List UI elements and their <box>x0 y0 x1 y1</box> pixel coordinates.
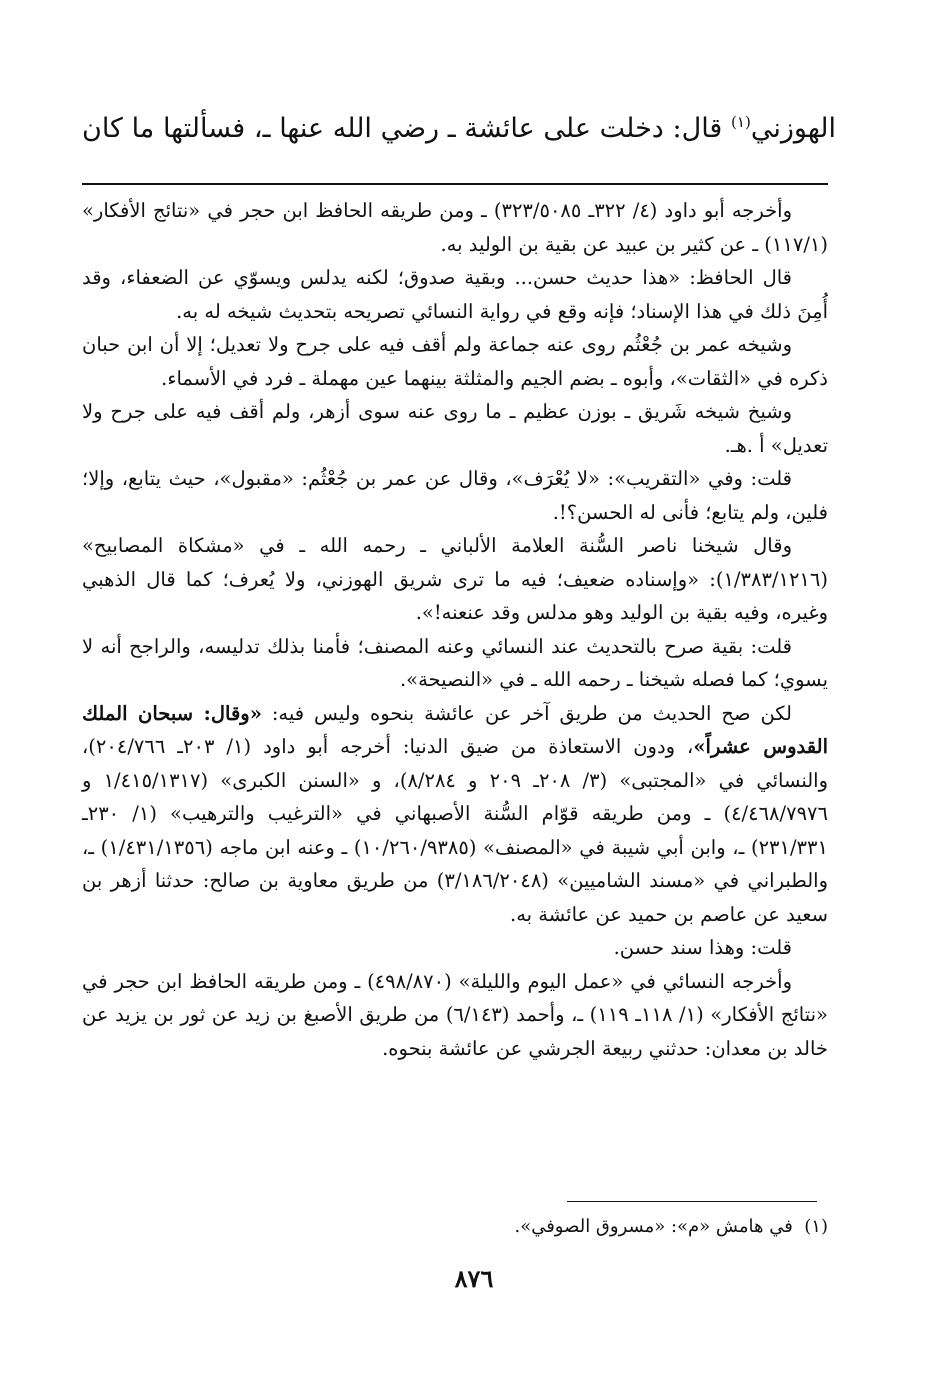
page-number: ٨٧٦ <box>454 1264 494 1293</box>
note-paragraph-4: وشيخ شيخه شَريق ـ بوزن عظيم ـ ما روى عنه سوى أزهر، ولم أقف فيه على جرح ولا تعديل» أ .هـ. <box>82 400 828 457</box>
hadith-quote-bold: «وقال: سبحان الملك القدوس عشراً» <box>82 701 828 758</box>
commentary-notes <box>82 194 828 1065</box>
main-text-line <box>82 102 836 149</box>
note-paragraph-7: قلت: بقية صرح بالتحديث عند النسائي وعنه المصنف؛ فأمنا بذلك تدليسه، والراجح أنه لا يسوي؛ كما فصله شيخنا ـ رحمه الله ـ في «النصيحة». <box>82 634 828 691</box>
main-text-rest: قال: دخلت على عائشة ـ رضي الله عنها ـ، فسألتها ما كان <box>82 113 732 144</box>
top-divider-rule <box>82 183 828 185</box>
note-paragraph-8 <box>82 697 828 932</box>
note-paragraph-9: قلت: وهذا سند حسن. <box>613 936 792 959</box>
main-text-start: الهوزني <box>750 113 836 144</box>
footnote-divider-rule <box>567 1201 817 1202</box>
footnote-text: في هامش «م»: «مسروق الصوفي». <box>514 1216 793 1237</box>
note-paragraph-8-body: ، ودون الاستعاذة من ضيق الدنيا: أخرجه أبو داود (١/ ٢٠٣ـ ٢٠٤/٧٦٦)، والنسائي في «المجتبى» (٣/ ٢٠٨ـ ٢٠٩ و ٨/٢٨٤)، و «السنن الكبرى» (١/٤١٥/١٣١٧ و ٤/٤٦٨/٧٩٧٦) ـ ومن طريقه قوّام السُّنة الأصبهاني في «الترغيب والترهيب» (١/ ٢٣٠ـ ٢٣١/٣٣١) ـ، وابن أبي شيبة في «المصنف» (١٠/٢٦٠/٩٣٨٥) ـ وعنه ابن ماجه (١/٤٣١/١٣٥٦) ـ، والطبراني في «مسند الشاميين» (٣/١٨٦/٢٠٤٨) من طريق معاوية بن صالح: حدثنا أزهر بن سعيد عن عاصم بن حميد عن عائشة به. <box>82 735 828 926</box>
note-paragraph-10: وأخرجه النسائي في «عمل اليوم والليلة» (٤٩٨/٨٧٠) ـ ومن طريقه الحافظ ابن حجر في «نتائج الأفكار» (١/ ١١٨ـ ١١٩) ـ، وأحمد (٦/١٤٣) من طريق الأصبغ بن زيد عن ثور بن يزيد عن خالد بن معدان: حدثني ربيعة الجرشي عن عائشة بنحوه. <box>82 969 828 1060</box>
note-paragraph-5: قلت: وفي «التقريب»: «لا يُعْرَف»، وقال عن عمر بن جُعْثُم: «مقبول»، حيث يتابع، وإلا؛ فلين، ولم يتابع؛ فأنى له الحسن؟!. <box>82 467 828 524</box>
footnote-reference-marker: (١) <box>731 113 751 131</box>
note-paragraph-6: وقال شيخنا ناصر السُّنة العلامة الألباني ـ رحمه الله ـ في «مشكاة المصابيح» (١/٣٨٣/١٢١٦): «وإسناده ضعيف؛ فيه ما ترى شريق الهوزني، ولا يُعرف؛ كما قال الذهبي وغيره، وفيه بقية بن الوليد وهو مدلس وقد عنعنه!». <box>82 534 828 624</box>
footnote-marker: (١) <box>804 1216 828 1237</box>
note-paragraph-3: وشيخه عمر بن جُعْثُم روى عنه جماعة ولم أقف فيه على جرح ولا تعديل؛ إلا أن ابن حبان ذكره في «الثقات»، وأبوه ـ بضم الجيم والمثلثة بينهما عين مهملة ـ فرد في الأسماء. <box>82 333 828 390</box>
note-paragraph-1: وأخرجه أبو داود (٤/ ٣٢٢ـ ٣٢٣/٥٠٨٥) ـ ومن طريقه الحافظ ابن حجر في «نتائج الأفكار» (١١٧/١) ـ عن كثير بن عبيد عن بقية بن الوليد به. <box>82 199 828 256</box>
note-paragraph-2: قال الحافظ: «هذا حديث حسن... وبقية صدوق؛ لكنه يدلس ويسوّي عن الضعفاء، وقد أُمِنَ ذلك في هذا الإسناد؛ فإنه وقع في رواية النسائي تصريحه بتحديث شيخه له به. <box>82 266 828 323</box>
note-paragraph-8-intro: لكن صح الحديث من طريق آخر عن عائشة بنحوه وليس فيه: <box>261 701 792 725</box>
footnote <box>82 1212 828 1242</box>
